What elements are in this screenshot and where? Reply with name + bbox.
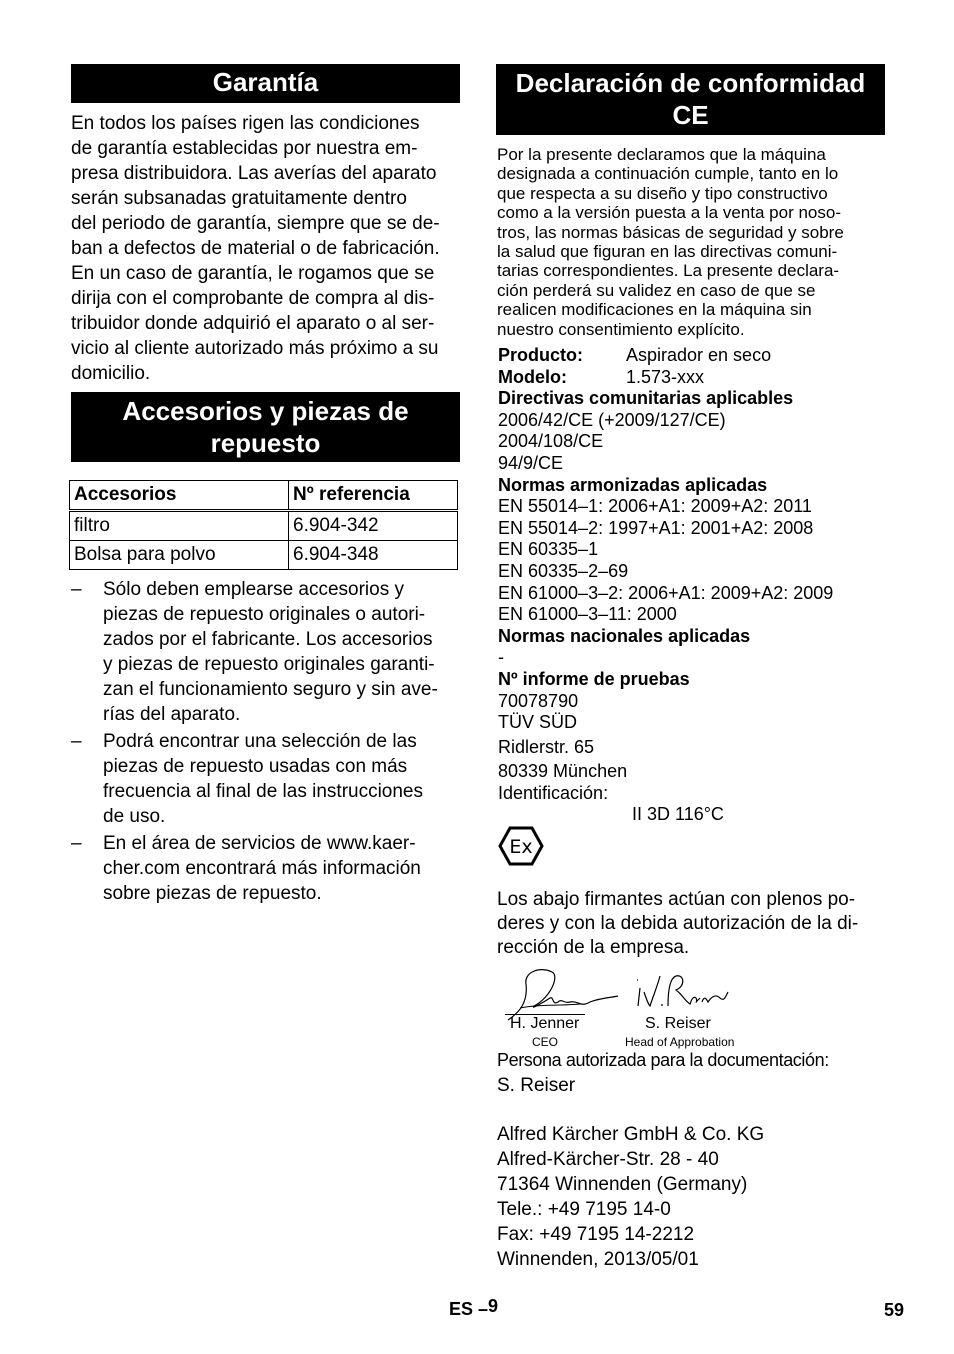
table-cell: Bolsa para polvo [70,541,289,570]
garantia-line: dirija con el comprobante de compra al dis- [71,288,435,309]
garantia-line: de garantía establecidas por nuestra em- [71,138,418,159]
norma-item: EN 55014–1: 2006+A1: 2009+A2: 2011 [498,496,812,517]
bullet-line: zados por el fabricante. Los accesorios [103,629,433,650]
bullet-dash: – [71,731,82,752]
firmantes-line: Los abajo firmantes actúan con plenos po- [497,889,856,910]
footer-language: ES [449,1299,474,1319]
table-cell: 6.904-348 [289,541,458,570]
address-line: 71364 Winnenden (Germany) [497,1174,748,1195]
declaracion-specs [498,345,893,826]
intro-line: designada a continuación cumple, tanto en lo [497,164,839,184]
informe-value: 70078790 [498,690,579,711]
accesorios-heading [71,392,460,462]
normas-armonizadas-label: Normas armonizadas aplicadas [498,474,768,495]
producto-row [498,345,893,367]
garantia-line: serán subsanadas gratuitamente dentro [71,188,407,209]
company-address [497,1122,892,1272]
intro-line: tros, las normas básicas de seguridad y sobre [497,222,844,242]
garantia-line: vicio al cliente autorizado más próximo a su [71,338,439,359]
signer-reiser-title: Head of Approbation [625,1035,735,1049]
garantia-heading [71,64,460,103]
bullet-line: y piezas de repuesto originales garanti- [103,654,435,675]
bullet-line: Podrá encontrar una selección de las [103,731,417,752]
signer-jenner-title: CEO [532,1035,559,1049]
garantia-line: presa distribuidora. Las averías del aparato [71,163,437,184]
tuv-line: 80339 München [498,761,628,782]
address-line: Alfred Kärcher GmbH & Co. KG [497,1124,765,1145]
list-item [71,729,466,829]
normas-nacionales-value: - [498,647,504,668]
accesorios-table [69,480,458,570]
norma-item: EN 55014–2: 1997+A1: 2001+A2: 2008 [498,517,814,538]
norma-item: EN 61000–3–2: 2006+A1: 2009+A2: 2009 [498,582,834,603]
garantia-line: del periodo de garantía, siempre que se de- [71,213,440,234]
ex-mark-icon [498,826,544,866]
modelo-row [498,367,893,389]
ex-mark-text: Ex [509,836,533,858]
garantia-line: En todos los países rigen las condiciones [71,113,420,134]
address-line: Winnenden, 2013/05/01 [497,1249,699,1270]
bullet-line: piezas de repuesto originales o autori- [103,604,426,625]
table-header-referencia: Nº referencia [289,481,458,511]
address-line: Fax: +49 7195 14-2212 [497,1224,695,1245]
signer-jenner-name: H. Jenner [510,1015,580,1032]
directiva-item: 94/9/CE [498,452,564,473]
tuv-line: TÜV SÜD [498,712,578,733]
bullet-line: rías del aparato. [103,704,241,725]
declaracion-intro [497,145,892,339]
table-header-row [70,481,458,511]
normas-nacionales-label: Normas nacionales aplicadas [498,625,751,646]
garantia-line: En un caso de garantía, le rogamos que se [71,263,435,284]
declaracion-title-line: Declaración de conformidad [515,68,866,98]
accesorios-title-line: Accesorios y piezas de [122,396,409,426]
list-item [71,577,466,727]
declaracion-heading [496,64,885,135]
norma-item: EN 60335–1 [498,539,599,560]
tuv-line: Ridlerstr. 65 [498,736,595,757]
identificacion-value: II 3D 116°C [632,804,724,825]
modelo-label: Modelo: [498,366,567,387]
intro-line: la salud que figuran en las directivas comuni- [497,242,838,262]
intro-line: ción perderá su validez en caso de que se [497,280,816,300]
firmantes-line: deres y con la debida autorización de la di- [497,913,859,934]
address-line: Alfred-Kärcher-Str. 28 - 40 [497,1149,719,1170]
accesorios-title-line: repuesto [210,428,321,458]
informe-label: Nº informe de pruebas [498,668,690,689]
identificacion-label: Identificación: [498,782,609,803]
intro-line: como a la versión puesta a la venta por noso- [497,203,841,223]
footer-section-marker [449,1298,498,1320]
garantia-line: ban a defectos de material o de fabricación. [71,238,440,259]
bullet-line: frecuencia al final de las instrucciones [103,781,424,802]
bullet-line: zan el funcionamiento seguro y sin ave- [103,679,438,700]
table-cell: 6.904-342 [289,511,458,541]
signer-reiser-name: S. Reiser [645,1015,711,1032]
bullet-line: En el área de servicios de www.kaer- [103,833,416,854]
accesorios-bullets [71,577,466,906]
directivas-label: Directivas comunitarias aplicables [498,388,794,409]
bullet-dash: – [71,579,82,600]
table-row [70,541,458,570]
garantia-line: domicilio. [71,363,151,384]
firmantes-line: rección de la empresa. [497,937,690,958]
producto-value: Aspirador en seco [626,345,772,365]
intro-line: tarias correspondientes. La presente declara- [497,261,840,281]
bullet-dash: – [71,833,82,854]
persona-autorizada-label: Persona autorizada para la documentación: [497,1050,829,1070]
intro-line: realicen modificaciones en la máquina sin [497,300,812,320]
table-header-accesorios: Accesorios [70,481,289,511]
intro-line: que respecta a su diseño y tipo constructivo [497,183,828,203]
bullet-line: de uso. [103,806,166,827]
producto-label: Producto: [498,345,583,365]
bullet-line: sobre piezas de repuesto. [103,883,322,904]
table-row [70,511,458,541]
page-number: 59 [884,1300,905,1320]
directiva-item: 2004/108/CE [498,431,604,452]
garantia-text [71,111,466,386]
table-cell: filtro [70,511,289,541]
intro-line: nuestro consentimiento explícito. [497,319,745,339]
norma-item: EN 60335–2–69 [498,560,629,581]
firmantes-text [497,888,892,960]
declaracion-title-line: CE [672,100,709,130]
bullet-line: cher.com encontrará más información [103,858,421,879]
signature-reiser [632,968,732,1012]
directiva-item: 2006/42/CE (+2009/127/CE) [498,409,726,430]
bullet-line: piezas de repuesto usadas con más [103,756,408,777]
footer-section-page: 9 [488,1296,499,1316]
garantia-line: tribuidor donde adquirió el aparato o al ser- [71,313,435,334]
persona-autorizada-value: S. Reiser [497,1075,576,1096]
signature-jenner [500,962,625,1022]
list-item [71,831,466,906]
footer-separator: – [478,1299,489,1319]
bullet-line: Sólo deben emplearse accesorios y [103,579,405,600]
norma-item: EN 61000–3–11: 2000 [498,604,677,625]
intro-line: Por la presente declaramos que la máquina [497,145,826,164]
garantia-title: Garantía [212,67,319,97]
modelo-value: 1.573-xxx [626,366,705,387]
address-line: Tele.: +49 7195 14-0 [497,1199,671,1220]
